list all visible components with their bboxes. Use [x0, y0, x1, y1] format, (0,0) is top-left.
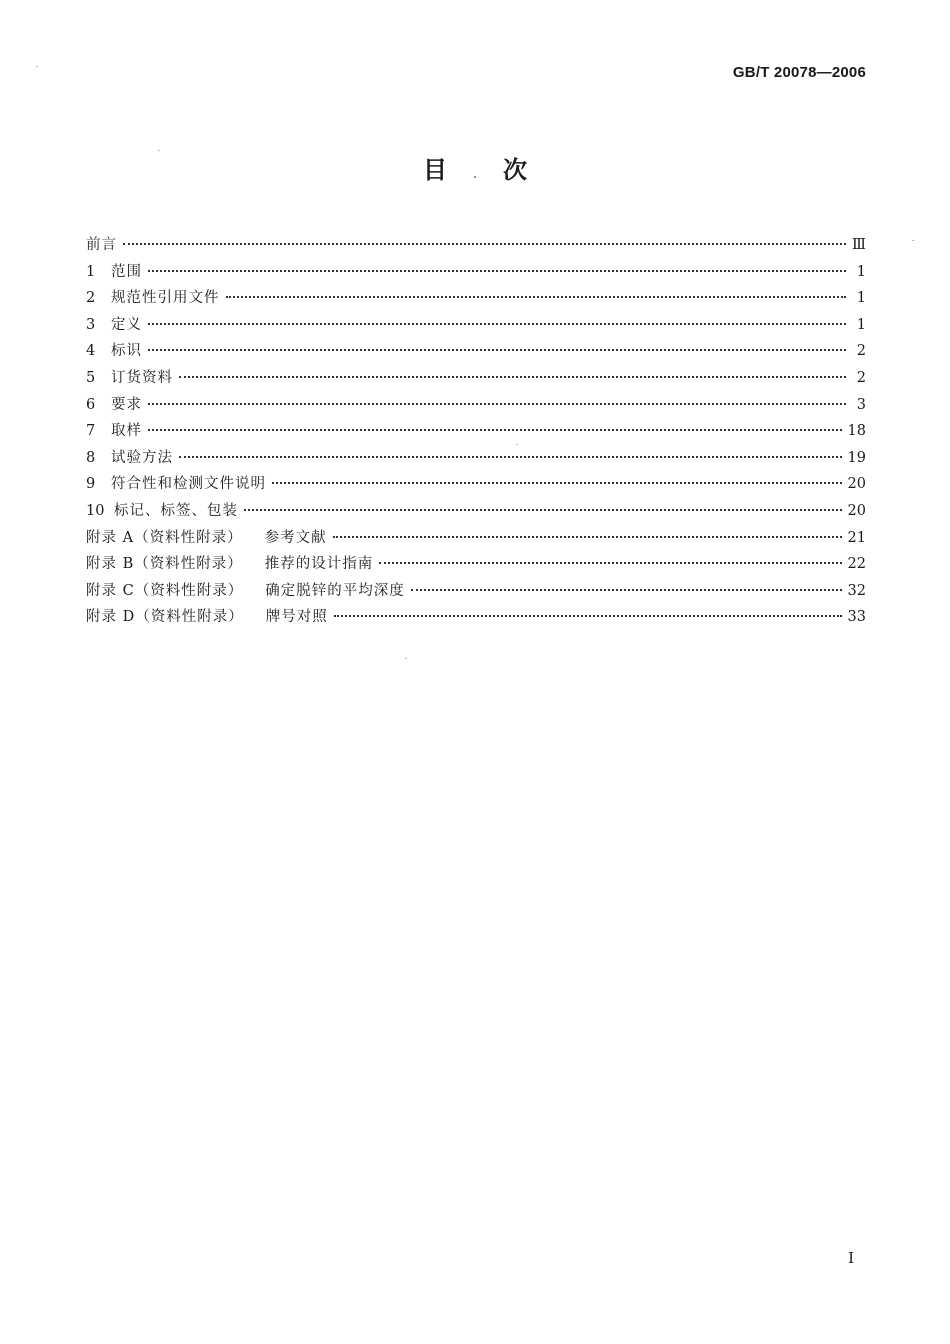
appendix-tag: 附录 D（资料性附录） [86, 609, 244, 626]
toc-entry-page: 33 [847, 609, 866, 626]
scan-speck [912, 240, 914, 241]
dot-leader [244, 509, 842, 511]
toc-entry-label: 要求 [111, 396, 142, 413]
dot-leader [148, 429, 842, 431]
dot-leader [226, 296, 847, 298]
toc-entry-label [86, 604, 328, 631]
appendix-title: 牌号对照 [265, 609, 328, 626]
toc-entry-number: 2 [86, 290, 96, 307]
toc-entry-page: 1 [856, 263, 866, 280]
toc-entry-label: 订货资料 [111, 369, 173, 386]
toc-entry-number: 4 [86, 343, 96, 360]
toc-entry-foreword[interactable] [86, 232, 866, 259]
toc-entry-number: 1 [86, 263, 96, 280]
dot-leader [179, 376, 846, 378]
toc-entry-label: 标识 [111, 343, 142, 360]
toc-entry-label: 范围 [111, 263, 142, 280]
toc-entry-page: Ⅲ [852, 237, 866, 253]
toc-entry-label [86, 525, 327, 552]
appendix-title: 确定脱锌的平均深度 [265, 582, 405, 599]
toc-entry-appendix-d[interactable] [86, 604, 866, 631]
dot-leader [148, 323, 846, 325]
scan-speck [158, 150, 160, 151]
toc-entry-label [86, 578, 405, 605]
toc-entry-10[interactable] [86, 498, 866, 525]
toc-entry-number: 6 [86, 396, 96, 413]
dot-leader [379, 562, 841, 564]
toc-entry-page: 19 [847, 449, 866, 466]
scan-speck [405, 658, 407, 659]
toc-entry-label: 规范性引用文件 [111, 290, 220, 307]
dot-leader [334, 615, 842, 617]
toc-entry-number: 3 [86, 316, 96, 333]
dot-leader [333, 536, 842, 538]
scan-speck [36, 66, 38, 67]
dot-leader [272, 482, 842, 484]
toc-entry-label: 标记、标签、包装 [114, 502, 238, 519]
scan-speck [516, 444, 518, 445]
appendix-tag: 附录 C（资料性附录） [86, 582, 244, 599]
toc-entry-label [86, 551, 373, 578]
toc-entry-page: 1 [856, 316, 866, 333]
toc-entry-appendix-a[interactable] [86, 525, 866, 552]
toc-entry-number: 9 [86, 476, 96, 493]
toc-entry-page: 20 [847, 502, 866, 519]
dot-leader [179, 456, 842, 458]
title-char-left: 目 [423, 156, 447, 184]
toc-entry-4[interactable] [86, 338, 866, 365]
toc-entry-label: 前言 [86, 237, 117, 253]
toc-entry-page: 3 [856, 396, 866, 413]
dot-leader [148, 270, 846, 272]
toc-entry-6[interactable] [86, 392, 866, 419]
title-mark: . [472, 166, 478, 182]
toc-entry-label: 符合性和检测文件说明 [111, 476, 266, 493]
toc-entry-9[interactable] [86, 471, 866, 498]
page-folio: I [848, 1249, 854, 1267]
dot-leader [411, 589, 842, 591]
dot-leader [148, 403, 846, 405]
title-char-right: 次 [503, 156, 527, 184]
toc-entry-1[interactable] [86, 259, 866, 286]
toc-entry-page: 1 [856, 290, 866, 307]
toc-entry-label: 试验方法 [111, 449, 173, 466]
toc-entry-8[interactable] [86, 445, 866, 472]
toc-entry-7[interactable] [86, 418, 866, 445]
appendix-tag: 附录 A（资料性附录） [86, 529, 243, 546]
appendix-title: 推荐的设计指南 [264, 556, 374, 573]
table-of-contents [86, 232, 866, 631]
toc-entry-number: 7 [86, 423, 96, 440]
toc-entry-label: 取样 [111, 423, 142, 440]
toc-entry-2[interactable] [86, 285, 866, 312]
appendix-title: 参考文献 [264, 529, 327, 546]
toc-entry-appendix-c[interactable] [86, 578, 866, 605]
toc-entry-page: 2 [856, 343, 866, 360]
toc-entry-page: 18 [847, 423, 866, 440]
toc-entry-number: 8 [86, 449, 96, 466]
dot-leader [123, 243, 846, 245]
toc-entry-page: 20 [847, 476, 866, 493]
standard-number: GB/T 20078—2006 [732, 64, 866, 81]
toc-entry-page: 32 [847, 582, 866, 599]
toc-entry-5[interactable] [86, 365, 866, 392]
toc-entry-3[interactable] [86, 312, 866, 339]
toc-entry-label: 定义 [111, 316, 142, 333]
toc-entry-page: 2 [856, 369, 866, 386]
toc-entry-appendix-b[interactable] [86, 551, 866, 578]
toc-entry-page: 21 [847, 529, 866, 546]
appendix-tag: 附录 B（资料性附录） [86, 556, 243, 573]
page-title [0, 150, 950, 185]
dot-leader [148, 349, 846, 351]
toc-entry-number: 10 [86, 502, 105, 519]
toc-entry-number: 5 [86, 369, 96, 386]
toc-entry-page: 22 [847, 556, 866, 573]
